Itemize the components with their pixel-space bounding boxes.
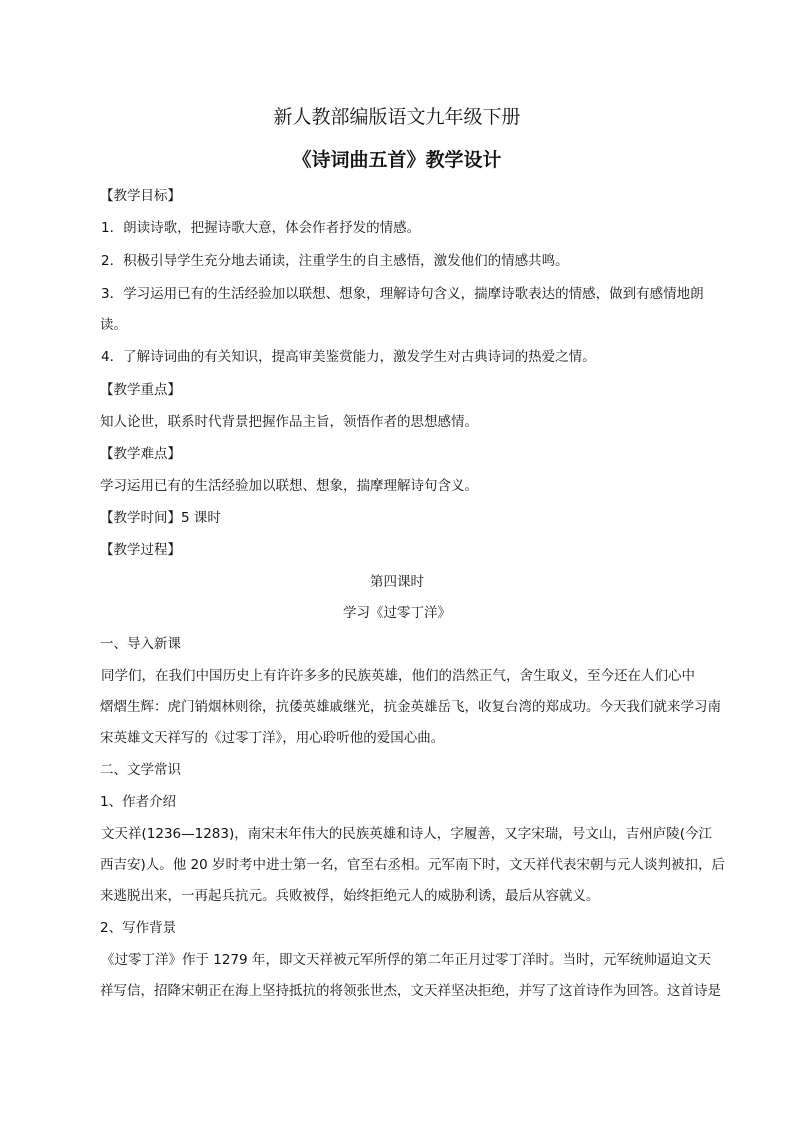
objectives-heading: 【教学目标】 (100, 188, 181, 204)
paragraph-line: 来逃脱出来，一再起兵抗元。兵败被俘，始终拒绝元人的威胁利诱，最后从容就义。 (100, 888, 600, 904)
lesson-title: 学习《过零丁洋》 (343, 605, 451, 621)
paragraph-line: 祥写信，招降宋朝正在海上坚持抵抗的将领张世杰，文天祥坚决拒绝，并写了这首诗作为回答。这首诗是 (100, 983, 721, 999)
section-heading: 一、导入新课 (100, 636, 181, 652)
subsection-heading: 1、作者介绍 (100, 794, 177, 810)
paragraph-line: 文天祥(1236—1283)，南宋末年伟大的民族英雄和诗人，字履善，又字宋瑞，号文山，吉州庐陵(今江 (101, 826, 713, 842)
paragraph-line: 熠熠生辉：虎门销烟林则徐，抗倭英雄戚继光，抗金英雄岳飞，收复台湾的郑成功。今天我们就来学习南 (100, 699, 721, 715)
paragraph-line: 西吉安)人。他 20 岁时考中进士第一名，官至右丞相。元军南下时，文天祥代表宋朝与元人谈判被扣，后 (100, 857, 726, 873)
difficulty-text: 学习运用已有的生活经验加以联想、想象，揣摩理解诗句含义。 (100, 478, 478, 494)
time-line: 【教学时间】5 课时 (100, 510, 221, 526)
document-title: 新人教部编版语文九年级下册 (273, 106, 521, 128)
difficulty-heading: 【教学难点】 (100, 446, 181, 462)
objective-item: 3．学习运用已有的生活经验加以联想、想象，理解诗句含义，揣摩诗歌表达的情感，做到有感情地朗 (101, 286, 704, 302)
paragraph-line: 同学们，在我们中国历史上有许许多多的民族英雄，他们的浩然正气，舍生取义，至今还在人们心中 (101, 668, 695, 684)
paragraph-line: 《过零丁洋》作于 1279 年，即文天祥被元军所俘的第二年正月过零丁洋时。当时，元军统帅逼迫文天 (101, 952, 711, 968)
key-heading: 【教学重点】 (100, 382, 181, 398)
lesson-label: 第四课时 (370, 574, 424, 590)
objective-item: 1．朗读诗歌，把握诗歌大意，体会作者抒发的情感。 (101, 220, 421, 236)
document-subtitle: 《诗词曲五首》教学设计 (292, 149, 502, 171)
process-heading: 【教学过程】 (100, 542, 181, 558)
objective-item: 2．积极引导学生充分地去诵读，注重学生的自主感悟，激发他们的情感共鸣。 (101, 253, 569, 269)
objective-item: 4．了解诗词曲的有关知识，提高审美鉴赏能力，激发学生对古典诗词的热爱之情。 (101, 349, 596, 365)
paragraph-line: 宋英雄文天祥写的《过零丁洋》，用心聆听他的爱国心曲。 (100, 730, 445, 746)
subsection-heading: 2、写作背景 (100, 920, 177, 936)
section-heading: 二、文学常识 (100, 762, 181, 778)
key-text: 知人论世，联系时代背景把握作品主旨，领悟作者的思想感情。 (100, 414, 478, 430)
objective-item-continued: 读。 (100, 317, 127, 333)
